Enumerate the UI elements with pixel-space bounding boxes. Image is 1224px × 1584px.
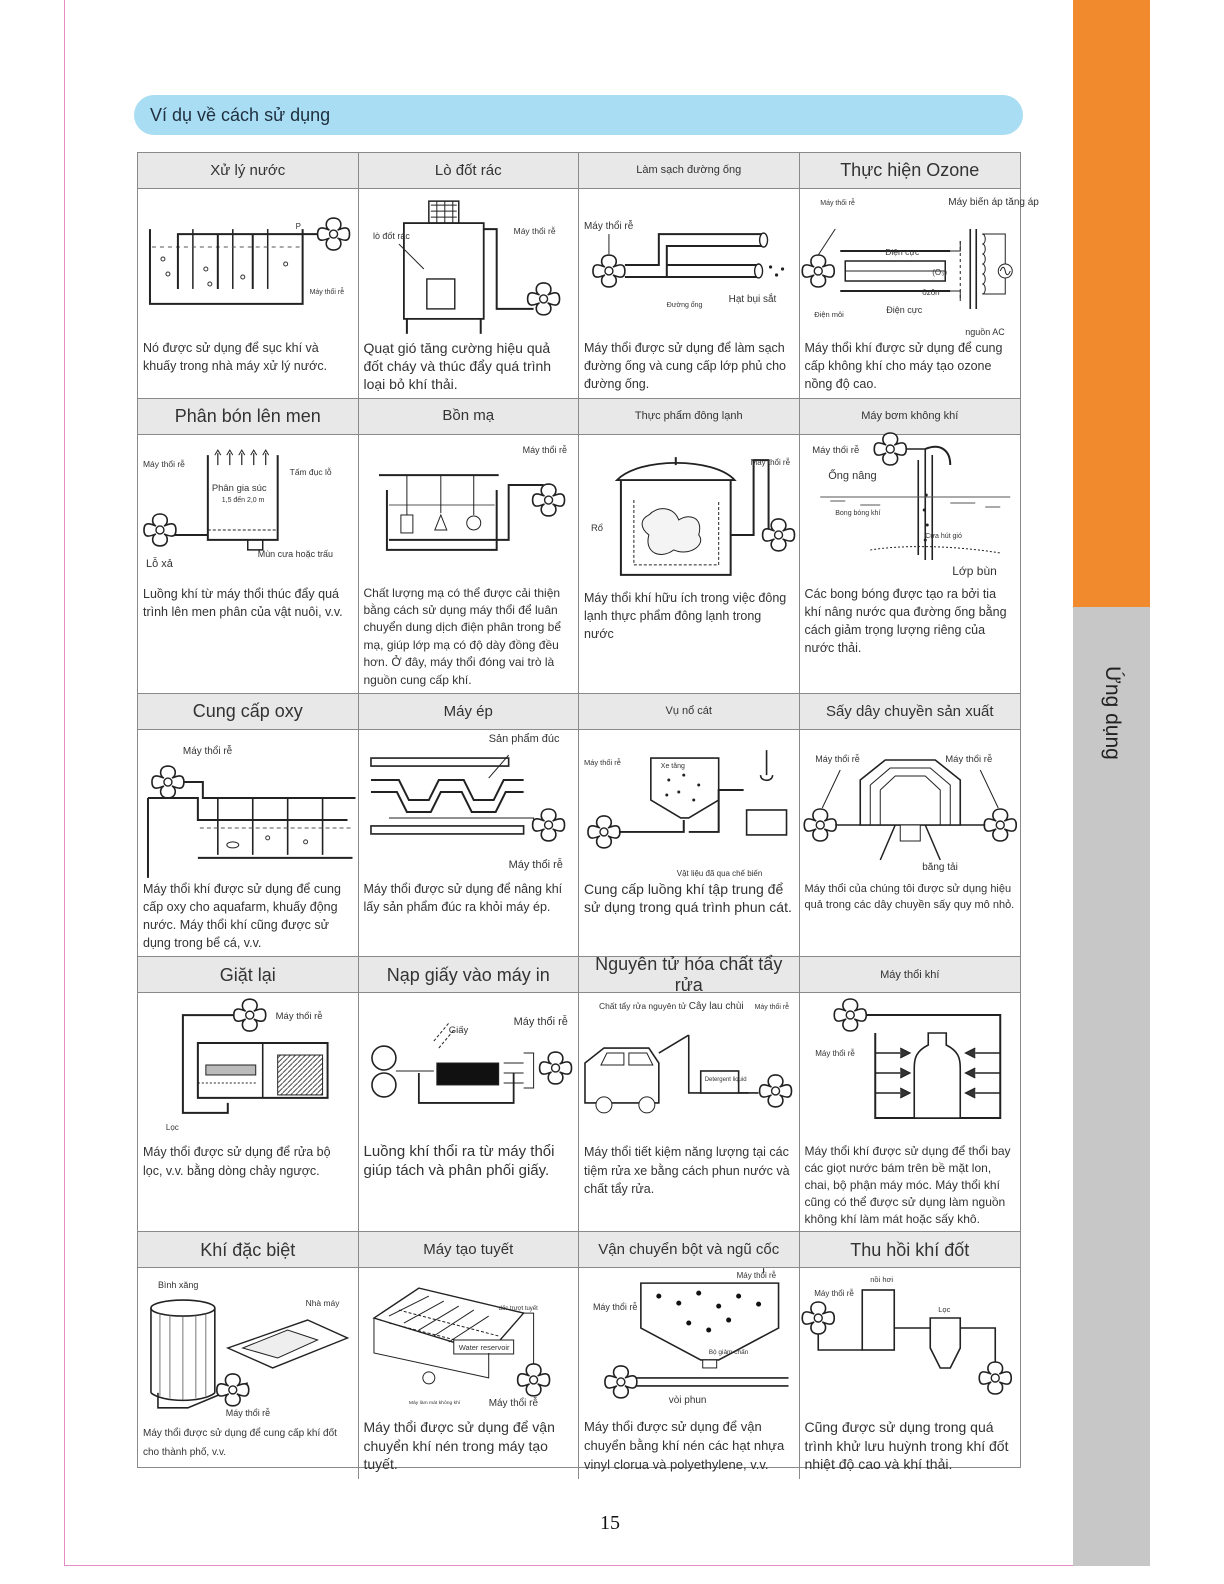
usage-cell-fermentation: [138, 399, 359, 694]
label-blower-left: Máy thổi rễ: [592, 1302, 638, 1313]
label-blower: Máy thổi rễ: [522, 444, 567, 455]
usage-cell-backwash: [138, 957, 359, 1232]
label-processed-material: Vật liệu đã qua chế biến: [676, 868, 763, 878]
label-p: P: [295, 222, 301, 232]
label-blower: Máy thổi rễ: [513, 226, 556, 237]
label-wiper: Cây lau chùi: [688, 1001, 744, 1013]
cell-title: Phân bón lên men: [138, 399, 358, 435]
label-blower: Máy thổi rễ: [583, 757, 621, 767]
label-air-cooler: Máy làm mát không khí: [408, 1400, 460, 1407]
usage-cell-paper-feed: [359, 957, 580, 1232]
cell-description: Máy thổi được sử dụng để rửa bộ lọc, v.v. bằng dòng chảy ngược.: [143, 1145, 331, 1178]
usage-cell-water-treatment: [138, 153, 359, 399]
label-boiler: nồi hơi: [869, 1275, 893, 1285]
label-blower: Máy thổi rễ: [488, 1398, 538, 1410]
cell-description: Các bong bóng được tạo ra bởi tia khí nâng nước qua đường ống bằng cách giảm trọng lượng riêng của nước thải.: [804, 586, 1007, 655]
air-lift-diagram: [800, 435, 1021, 583]
usage-cell-detergent: [579, 954, 800, 1232]
cell-title: Khí đặc biệt: [138, 1232, 358, 1268]
cell-description: Máy thổi của chúng tôi được sử dụng hiệu quả trong các dây chuyền sấy quy mô nhỏ.: [804, 882, 1015, 911]
usage-cell-sandblast: [579, 694, 800, 958]
label-iron-dust: Hạt bụi sắt: [728, 293, 777, 305]
cell-description: Nó được sử dụng để sục khí và khuấy trong nhà máy xử lý nước.: [143, 341, 328, 374]
cell-title: Thực phẩm đông lạnh: [579, 399, 799, 435]
usage-cell-special-gas: [138, 1232, 359, 1479]
usage-cell-press: [359, 694, 580, 958]
usage-cell-plating: [359, 399, 580, 694]
powder-transport-diagram: [579, 1268, 799, 1416]
label-blower: Máy thổi rễ: [182, 746, 233, 758]
label-nozzle: vòi phun: [668, 1395, 707, 1407]
usage-cell-frozen-food: [579, 399, 800, 694]
cell-description: Luồng khí từ máy thổi thúc đẩy quá trình lên men phân của vật nuôi, v.v.: [143, 586, 343, 619]
plating-diagram: [359, 435, 579, 583]
cell-title: Vận chuyển bột và ngũ cốc: [579, 1232, 799, 1268]
label-perforated-plate: Tấm đục lỗ: [289, 466, 332, 477]
label-molded-product: Sản phẩm đúc: [488, 733, 559, 746]
label-drain-hole: Lỗ xả: [145, 557, 173, 570]
incinerator-diagram: [359, 189, 579, 337]
cell-title: Làm sạch đường ống: [579, 153, 799, 189]
cell-description: Máy thổi được sử dụng để vận chuyển bằng khí nén các hạt nhựa vinyl clorua và polyethylene, v.v.: [584, 1419, 785, 1473]
cell-description: Cung cấp luồng khí tập trung để sử dụng trong quá trình phun cát.: [584, 880, 792, 916]
usage-cell-oxygen-supply: [138, 694, 359, 958]
cell-title: Sấy dây chuyền sản xuất: [800, 694, 1021, 730]
cell-description: Cũng được sử dụng trong quá trình khử lưu huỳnh trong khí đốt nhiệt độ cao và khí thải.: [804, 1419, 1009, 1472]
special-gas-diagram: [138, 1268, 358, 1419]
cell-title: Máy thổi khí: [800, 957, 1021, 993]
cell-description: Máy thổi khí hữu ích trong việc đông lạnh thực phẩm đông lạnh trong nước: [584, 590, 787, 641]
paper-feed-diagram: [359, 993, 579, 1141]
cell-description: Máy thổi được sử dụng để vận chuyển khí nén trong máy tạo tuyết.: [363, 1419, 555, 1472]
label-pipe: Đường ống: [666, 301, 703, 309]
label-tank: Xe tăng: [660, 762, 685, 770]
label-blower: Máy thổi rễ: [813, 1289, 854, 1299]
side-tab-label: Ứng dụng: [1101, 666, 1124, 760]
label-blower: Máy thổi rễ: [275, 1011, 323, 1023]
water-treatment-diagram: [138, 189, 358, 337]
cell-title: Thực hiện Ozone: [800, 153, 1021, 189]
label-blower: Máy thổi rễ: [225, 1408, 271, 1419]
air-blow-diagram: [800, 993, 1021, 1141]
label-blower: Máy thổi rễ: [750, 457, 791, 467]
cell-title: Lò đốt rác: [359, 153, 579, 189]
cell-title: Máy bơm không khí: [800, 399, 1021, 435]
cell-title: Bồn mạ: [359, 399, 579, 435]
label-sludge: Lớp bùn: [951, 563, 997, 578]
usage-cell-snow-maker: [359, 1232, 580, 1479]
label-ski-slope: dốc trượt tuyết: [498, 1306, 538, 1313]
usage-cell-powder-transport: [579, 1232, 800, 1479]
label-blower: Máy thổi rễ: [513, 1016, 568, 1029]
press-diagram: [359, 730, 579, 878]
label-electrode-top: Điện cực: [884, 247, 919, 257]
label-dielectric: Điện môi: [813, 310, 844, 319]
label-manure: Phân gia súc: [211, 482, 267, 494]
label-blower: Máy thổi rễ: [309, 288, 345, 296]
pipe-cleaning-diagram: [579, 189, 799, 337]
usage-cell-incinerator: [359, 153, 580, 399]
cell-description: Máy thổi khí được sử dụng để cung cấp oxy cho aquafarm, khuấy động nước. Máy thổi khí cũng được sử dụng trong bể cá, v.v.: [143, 881, 341, 951]
gas-recovery-diagram: [800, 1268, 1021, 1416]
cell-description: Máy thổi được sử dụng để nâng khí lấy sản phẩm đúc ra khỏi máy ép.: [363, 881, 563, 915]
cell-description: Luồng khí thổi ra từ máy thổi giúp tách và phân phối giấy.: [363, 1143, 555, 1180]
cell-title: Cung cấp oxy: [138, 694, 358, 730]
label-factory: Nhà máy: [305, 1298, 340, 1309]
label-blower: Máy thổi rễ: [583, 221, 634, 233]
page-number: 15: [600, 1512, 620, 1534]
snow-maker-diagram: [359, 1268, 579, 1416]
label-damper: Bộ giảm chấn: [708, 1349, 749, 1357]
label-blower: Máy thổi rễ: [754, 1004, 790, 1012]
label-blower: Máy thổi rễ: [811, 444, 859, 456]
usage-cell-ozone: [800, 153, 1039, 399]
usage-cell-air-lift: [800, 399, 1021, 694]
cell-description: Máy thổi tiết kiệm năng lượng tại các tiệm rửa xe bằng cách phun nước và chất tẩy rửa.: [584, 1145, 790, 1196]
cell-description: Chất lượng mạ có thể được cải thiện bằng cách sử dụng máy thổi để luân chuyển dung dịch điện phân trong bể mạ, giúp lớp mạ có độ dày đồng đều hơn. Ở đây, máy thổi đóng vai trò là nguồn cung cấp khí.: [363, 585, 561, 687]
fermentation-diagram: [138, 435, 358, 583]
side-tab-orange: [1073, 0, 1150, 607]
cell-title: Giặt lại: [138, 957, 358, 993]
label-electrode-bottom: Điện cực: [885, 305, 922, 315]
label-gas-tank: Bình xăng: [157, 1280, 199, 1291]
label-transformer: Máy biến áp tăng áp: [947, 197, 1039, 208]
cell-title: Thu hồi khí đốt: [800, 1232, 1021, 1268]
cell-title: Máy ép: [359, 694, 579, 730]
usage-cell-gas-recovery: [800, 1232, 1021, 1479]
label-water-reservoir: Water reservoir: [458, 1343, 510, 1353]
label-blower: Máy thổi rễ: [819, 200, 855, 207]
label-paper: Giấy: [448, 1025, 468, 1037]
label-filter: Lọc: [937, 1305, 950, 1315]
label-blower: Máy thổi rễ: [814, 1049, 855, 1059]
frozen-food-diagram: [579, 435, 799, 583]
label-bubbles: Bong bóng khí: [834, 509, 880, 517]
label-atomized-detergent: Chất tẩy rửa nguyên tử: [598, 1001, 687, 1012]
cell-description: Máy thổi được sử dụng để làm sạch đường ống và cung cấp lớp phủ cho đường ống.: [584, 341, 786, 392]
label-lift-pipe: Ống nâng: [827, 469, 877, 482]
cell-title: Máy tạo tuyết: [359, 1232, 579, 1268]
label-blower: Máy thổi rễ: [142, 458, 185, 469]
label-sawdust: Mùn cưa hoặc trấu: [257, 548, 334, 559]
label-conveyor: băng tải: [921, 861, 958, 873]
label-o3: (O₃): [931, 268, 947, 277]
label-detergent-liquid: Detergent liquid: [704, 1077, 747, 1084]
cell-description: Quạt gió tăng cường hiệu quả đốt cháy và thúc đẩy quá trình loại bỏ khí thải.: [363, 340, 552, 393]
usage-cell-line-drying: [800, 694, 1021, 958]
label-air-inlet: Cửa hút gió: [924, 532, 962, 540]
label-filter: Lọc: [165, 1123, 179, 1133]
label-ozone: ôzôn: [921, 288, 940, 297]
label-ac-source: nguồn AC: [964, 327, 1005, 337]
label-blower-left: Máy thổi rễ: [814, 753, 860, 764]
cell-description: Máy thổi được sử dụng để cung cấp khí đốt cho thành phố, v.v.: [143, 1428, 337, 1459]
label-basket: Rổ: [590, 522, 604, 534]
ozone-diagram: [800, 189, 1039, 337]
section-banner: [134, 95, 1023, 135]
cell-description: Máy thổi khí được sử dụng để cung cấp không khí cho máy tạo ozone nồng độ cao.: [804, 341, 1003, 392]
section-title: Ví dụ về cách sử dụng: [150, 104, 331, 125]
oxygen-supply-diagram: [138, 730, 358, 878]
cell-title: Nạp giấy vào máy in: [359, 957, 579, 993]
usage-cell-pipe-cleaning: [579, 153, 800, 399]
label-blower: Máy thổi rễ: [508, 858, 563, 871]
sandblast-diagram: [579, 730, 799, 878]
cell-title: Xử lý nước: [138, 153, 358, 189]
usage-cell-air-blow: [800, 957, 1021, 1232]
cell-description: Máy thổi khí được sử dụng để thổi bay các giọt nước bám trên bề mặt lon, chai, bộ phận máy móc. Máy thổi khí cũng có thể được sử dụng làm nguồn không khí làm mát hoặc sấy khô.: [804, 1144, 1011, 1226]
backwash-diagram: [138, 993, 358, 1141]
detergent-diagram: [579, 993, 799, 1141]
line-drying-diagram: [800, 730, 1021, 878]
cell-title: Nguyên tử hóa chất tẩy rửa: [579, 957, 799, 993]
cell-title: Vụ nổ cát: [579, 694, 799, 730]
label-depth: 1,5 đến 2,0 m: [221, 496, 265, 504]
label-blower-right: Máy thổi rễ: [736, 1271, 777, 1281]
label-blower-right: Máy thổi rễ: [944, 753, 992, 765]
label-incinerator: lò đốt rác: [372, 231, 410, 242]
usage-grid: [137, 152, 1039, 1473]
